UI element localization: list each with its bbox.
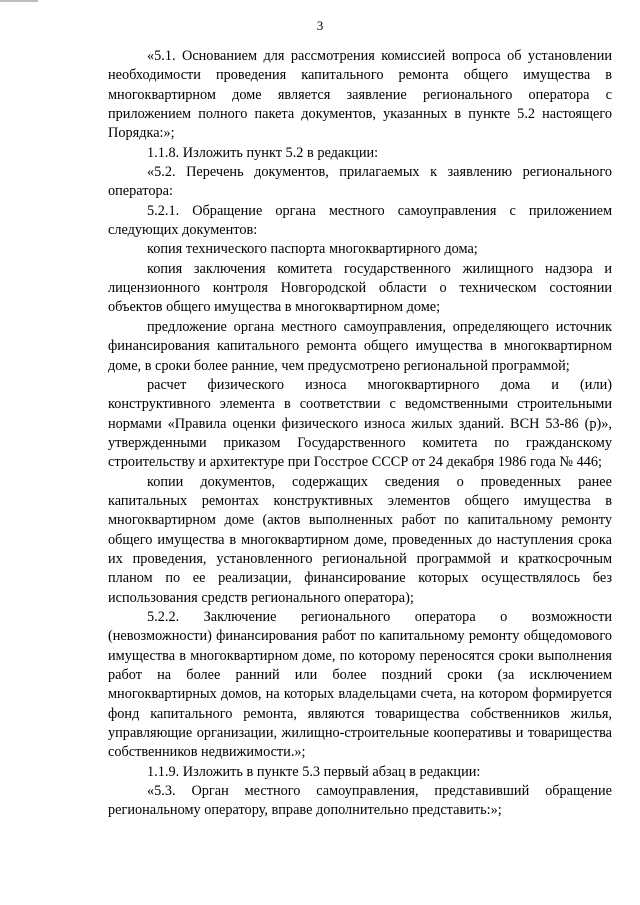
paragraph-5-2-2: 5.2.2. Заключение регионального оператора о возможности (невозможности) финансирования работ по капитальному ремонту общедомового имущества в многоквартирном доме, по которому переносятся сроки выполнения работ на более ранний или более поздний сроки (за исключением многоквартирных домов, на которых владельцами счета, на котором формируется фонд капитального ремонта, являются товарищества собственников жилья, управляющие организации, жилищно-строительные кооперативы и товарищества собственников недвижимости.»; bbox=[108, 608, 612, 761]
paragraph-5-1: «5.1. Основанием для рассмотрения комиссией вопроса об установлении необходимости проведения капитального ремонта общего имущества в многоквартирном доме является заявление регионального оператора с приложением полного пакета документов, указанных в пункте 5.2 настоящего Порядка:»; bbox=[108, 48, 612, 142]
list-item-passport-copy: копия технического паспорта многоквартирного дома; bbox=[147, 241, 478, 258]
page-number: 3 bbox=[316, 18, 324, 33]
list-item-repair-documents: копии документов, содержащих сведения о проведенных ранее капитальных ремонтах конструктивных элементов общего имущества в многоквартирном доме (актов выполненных работ по капитальному ремонту общего имущества в многоквартирном доме, проведенных до наступления срока их проведения, установленного региональной программой и краткосрочным планом по ее реализации, финансирование которых осуществлялось без использования средств регионального оператора); bbox=[108, 473, 612, 606]
paragraph-5-2: «5.2. Перечень документов, прилагаемых к заявлению регионального оператора: bbox=[108, 164, 612, 200]
list-item-inspection-conclusion: копия заключения комитета государственного жилищного надзора и лицензионного контроля Новгородской области о техническом состоянии объектов общего имущества в многоквартирном доме; bbox=[108, 260, 612, 316]
top-left-rule bbox=[0, 0, 38, 2]
paragraph-5-2-1: 5.2.1. Обращение органа местного самоуправления с приложением следующих документов: bbox=[108, 202, 612, 239]
list-item-wear-calculation: расчет физического износа многоквартирного дома и (или) конструктивного элемента в соответствии с ведомственными строительными нормами «Правила оценки физического износа жилых зданий. ВСН 53-86 (р)», утвержденными приказом Государственного комитета по гражданскому строительству и архитектуре при Госстрое СССР от 24 декабря 1986 года № 446; bbox=[108, 376, 612, 471]
paragraph-1-1-9: 1.1.9. Изложить в пункте 5.3 первый абзац в редакции: bbox=[147, 763, 481, 780]
document-body bbox=[108, 47, 612, 821]
list-item-funding-proposal: предложение органа местного самоуправления, определяющего источник финансирования капитального ремонта общего имущества в многоквартирном доме, в сроки более ранние, чем предусмотрено региональной программой; bbox=[108, 318, 612, 374]
paragraph-5-3: «5.3. Орган местного самоуправления, представивший обращение региональному оператору, вправе дополнительно представить:»; bbox=[108, 783, 612, 819]
paragraph-1-1-8: 1.1.8. Изложить пункт 5.2 в редакции: bbox=[147, 144, 379, 161]
